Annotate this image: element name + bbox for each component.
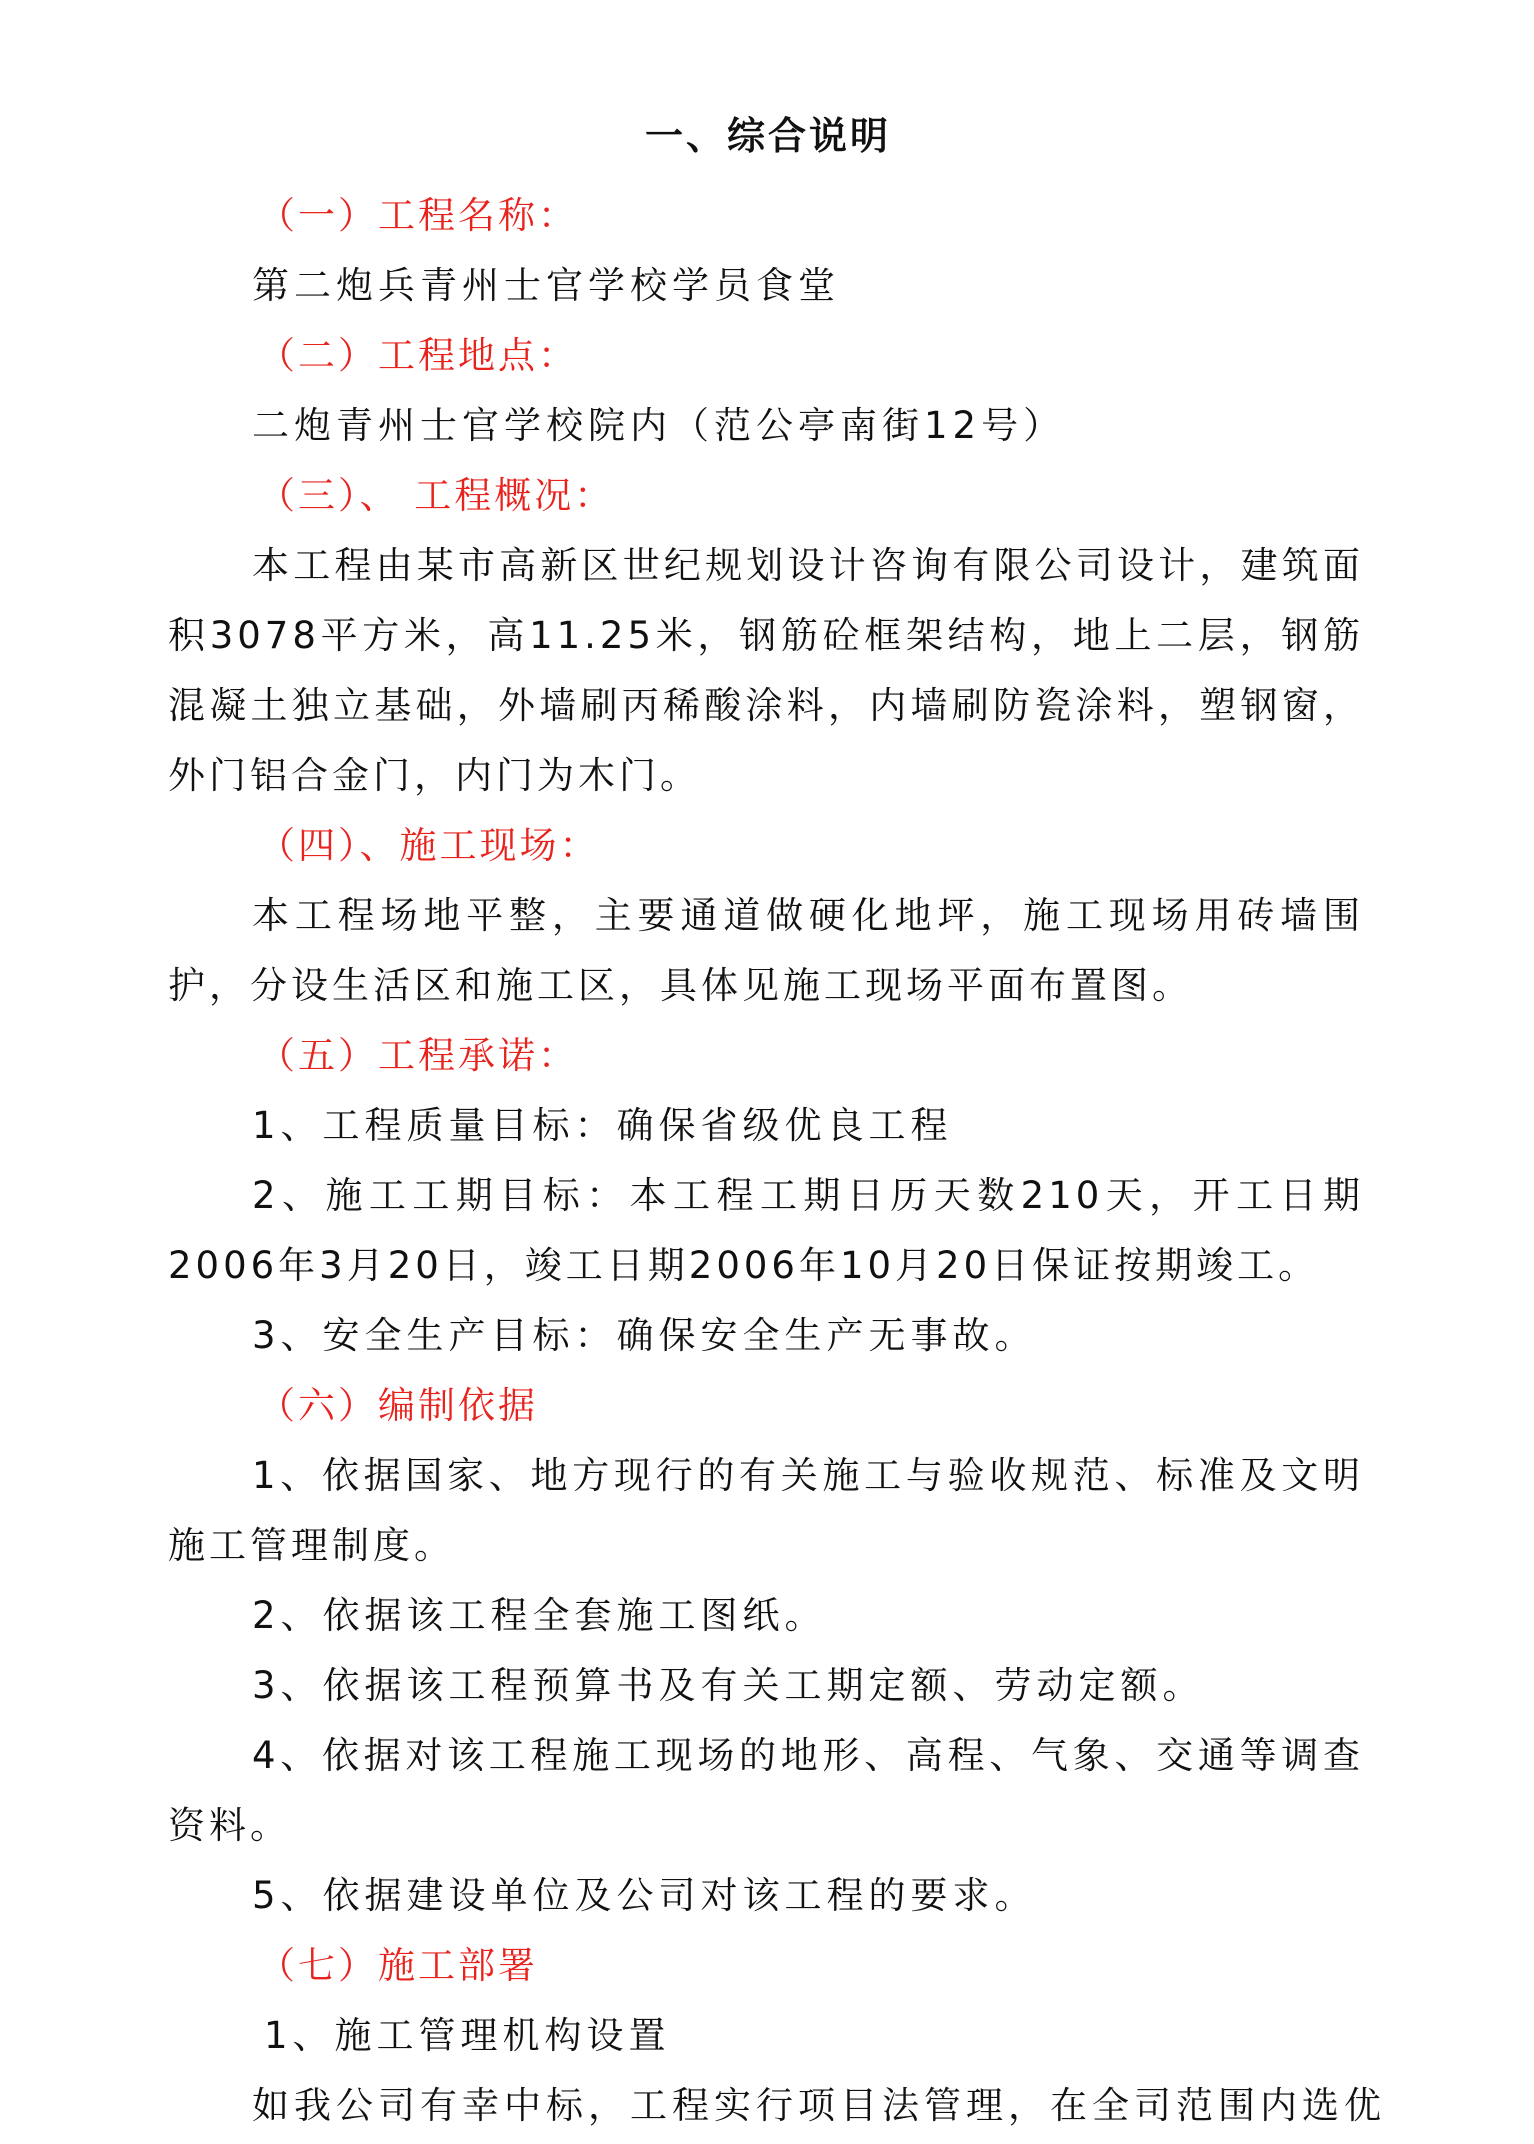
doc-title: 一、综合说明 xyxy=(644,114,891,158)
section-heading-project-location: （二）工程地点： xyxy=(258,334,578,377)
deployment-paragraph: 如我公司有幸中标，工程实行项目法管理，在全司范围内选优 xyxy=(252,2084,1386,2127)
basis-item-4: 4、依据对该工程施工现场的地形、高程、气象、交通等调查资料。 xyxy=(168,1734,1364,1847)
safety-target-item: 3、安全生产目标：确保安全生产无事故。 xyxy=(252,1314,1037,1357)
project-location-text: 二炮青州士官学校院内（范公亭南街12号） xyxy=(252,404,1066,447)
deployment-item-1: 1、施工管理机构设置 xyxy=(264,2014,671,2057)
basis-item-5: 5、依据建设单位及公司对该工程的要求。 xyxy=(252,1874,1037,1917)
project-overview-paragraph: 本工程由某市高新区世纪规划设计咨询有限公司设计，建筑面积3078平方米，高11.25米，钢筋砼框架结构，地上二层，钢筋混凝土独立基础，外墙刷丙稀酸涂料，内墙刷防瓷涂料，塑钢窗，外门铝合金门，内门为木门。 xyxy=(168,544,1364,797)
section-heading-project-name: （一）工程名称： xyxy=(258,194,578,237)
document-page xyxy=(168,110,1386,2141)
section-heading-deployment: （七）施工部署 xyxy=(258,1944,538,1987)
basis-item-1: 1、依据国家、地方现行的有关施工与验收规范、标准及文明施工管理制度。 xyxy=(168,1454,1364,1567)
construction-site-paragraph: 本工程场地平整，主要通道做硬化地坪，施工现场用砖墙围护，分设生活区和施工区，具体见施工现场平面布置图。 xyxy=(168,894,1364,1007)
basis-item-2: 2、依据该工程全套施工图纸。 xyxy=(252,1594,827,1637)
section-heading-project-overview: （三）、 工程概况： xyxy=(258,474,615,517)
quality-target-item: 1、工程质量目标：确保省级优良工程 xyxy=(252,1104,953,1147)
section-heading-commitments: （五）工程承诺： xyxy=(258,1034,578,1077)
section-heading-construction-site: （四）、施工现场： xyxy=(258,824,600,867)
project-name-text: 第二炮兵青州士官学校学员食堂 xyxy=(252,264,840,307)
basis-item-3: 3、依据该工程预算书及有关工期定额、劳动定额。 xyxy=(252,1664,1205,1707)
section-heading-basis: （六）编制依据 xyxy=(258,1384,538,1427)
schedule-target-item: 2、施工工期目标：本工程工期日历天数210天，开工日期2006年3月20日，竣工日期2006年10月20日保证按期竣工。 xyxy=(168,1174,1364,1287)
